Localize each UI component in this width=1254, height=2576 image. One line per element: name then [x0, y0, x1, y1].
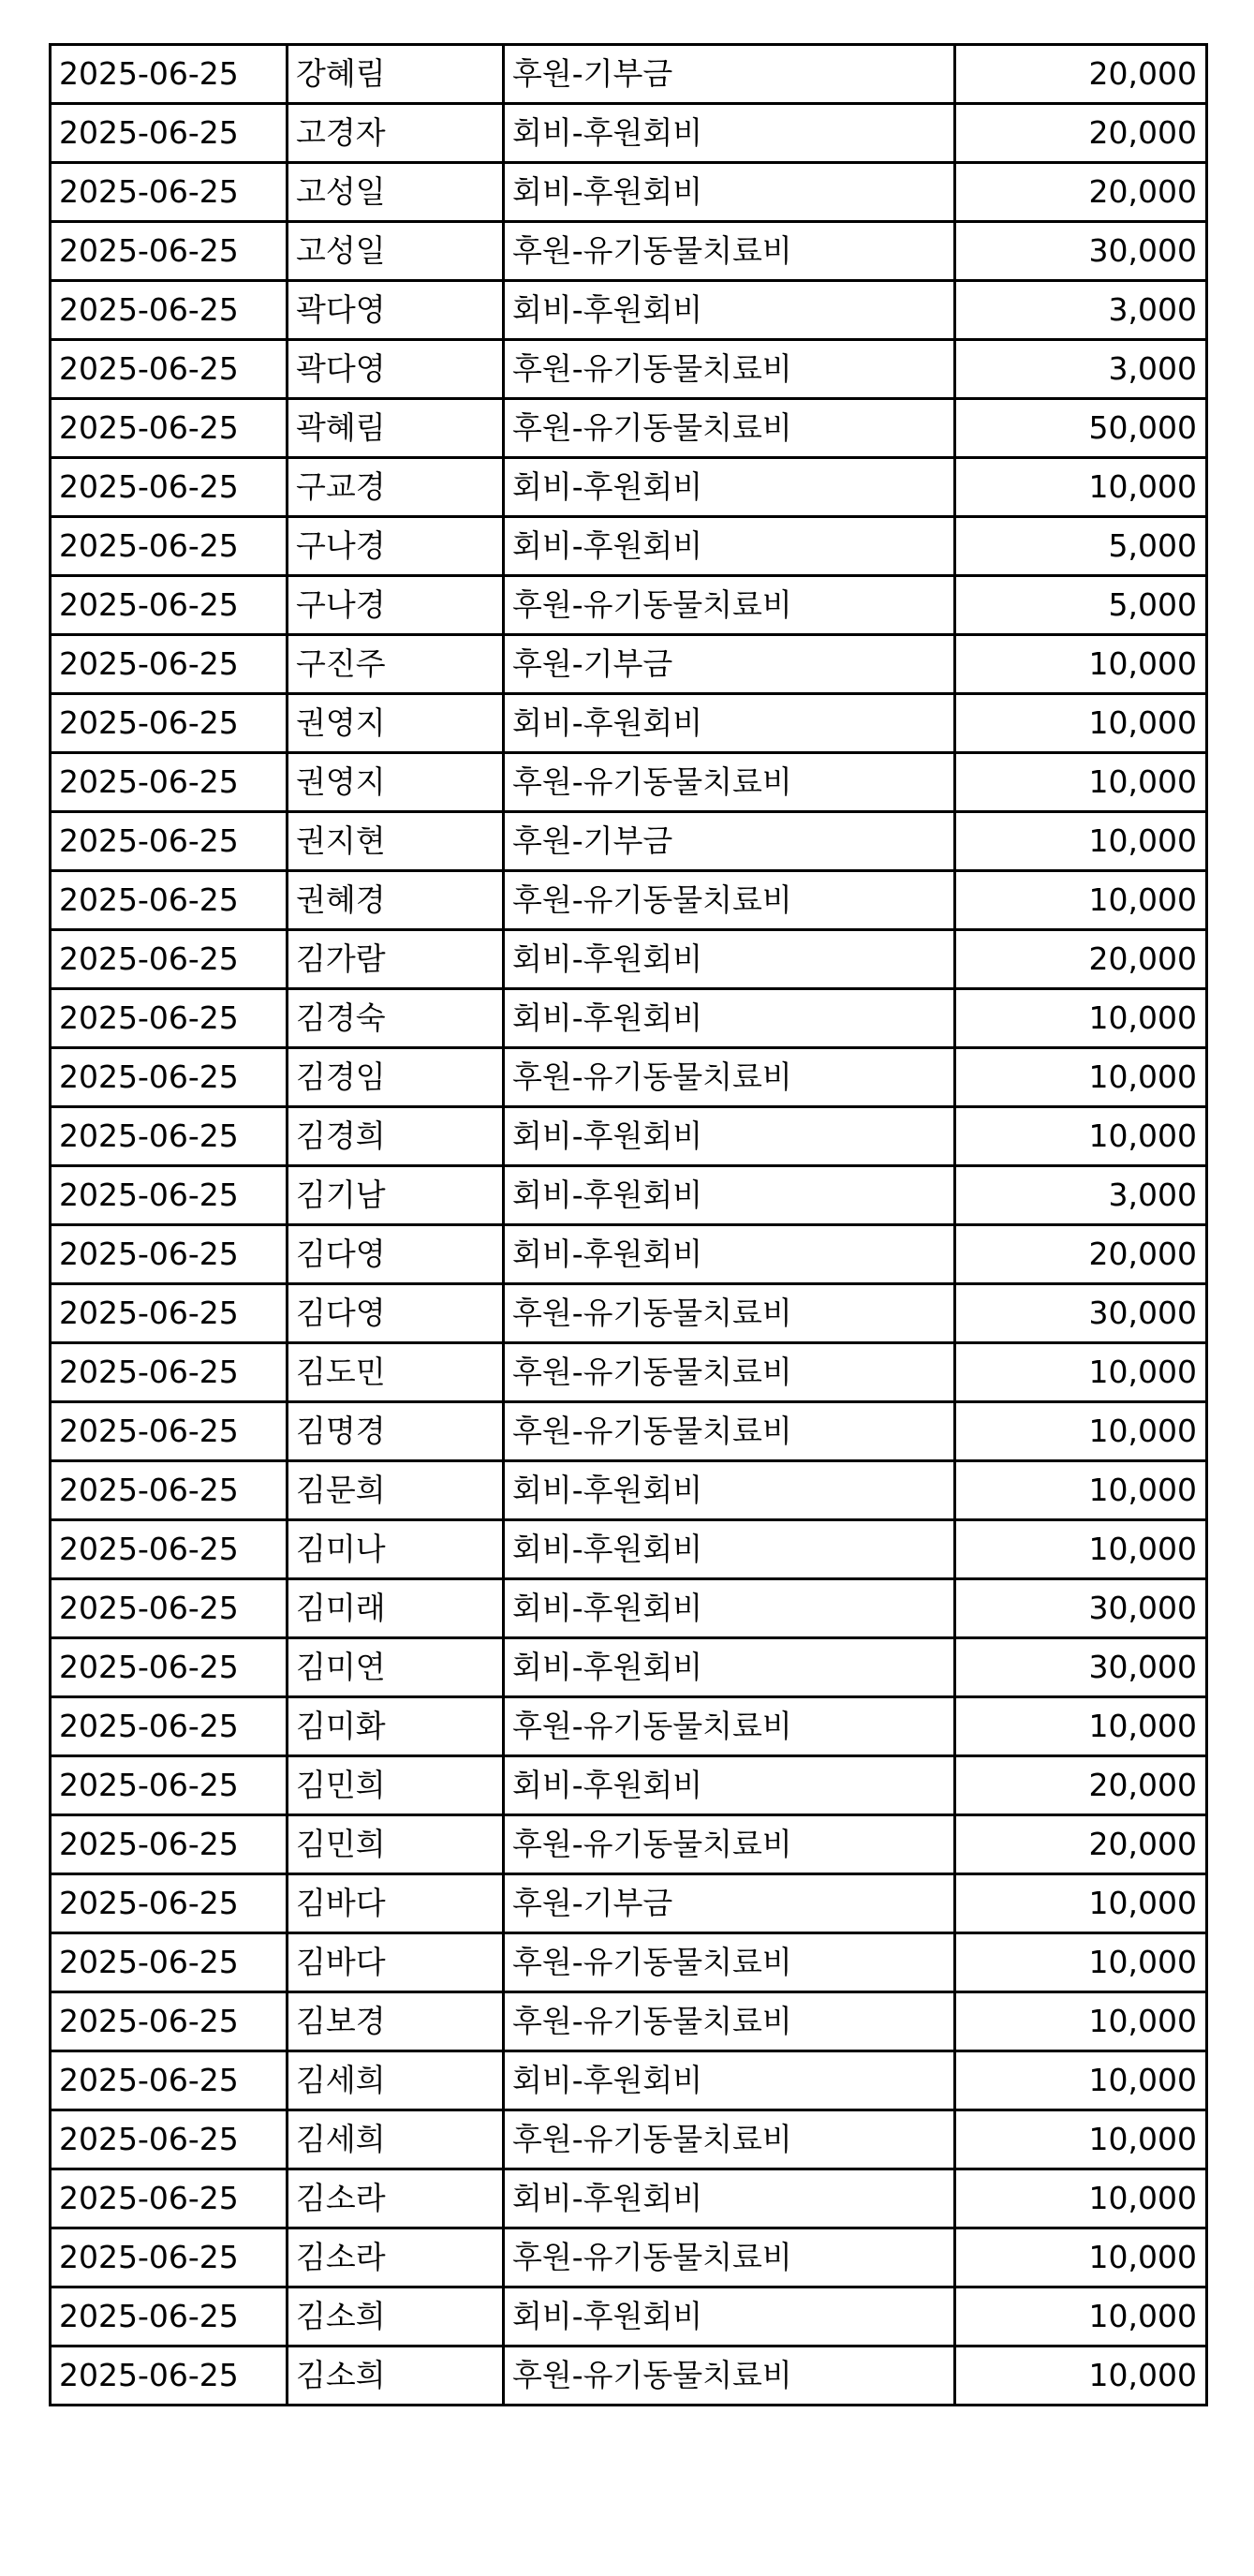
- table-row: [51, 2051, 1207, 2110]
- amount-cell: 20,000: [955, 1756, 1207, 1815]
- donor-name-cell: 김소라: [288, 2228, 504, 2287]
- table-row: [51, 1579, 1207, 1638]
- category-cell: 후원-기부금: [504, 812, 955, 871]
- table-row: [51, 517, 1207, 576]
- table-row: [51, 635, 1207, 694]
- date-cell: 2025-06-25: [51, 2228, 288, 2287]
- table-row: [51, 1638, 1207, 1697]
- date-cell: 2025-06-25: [51, 340, 288, 399]
- category-cell: 회비-후원회비: [504, 281, 955, 340]
- donor-name-cell: 김문희: [288, 1461, 504, 1520]
- donor-name-cell: 구나경: [288, 576, 504, 635]
- date-cell: 2025-06-25: [51, 1284, 288, 1343]
- table-row: [51, 1225, 1207, 1284]
- date-cell: 2025-06-25: [51, 2051, 288, 2110]
- table-row: [51, 1166, 1207, 1225]
- amount-cell: 50,000: [955, 399, 1207, 458]
- category-cell: 회비-후원회비: [504, 1579, 955, 1638]
- category-cell: 후원-유기동물치료비: [504, 1048, 955, 1107]
- amount-cell: 10,000: [955, 1107, 1207, 1166]
- donor-name-cell: 김보경: [288, 1992, 504, 2051]
- date-cell: 2025-06-25: [51, 281, 288, 340]
- donor-name-cell: 김소라: [288, 2169, 504, 2228]
- table-row: [51, 1284, 1207, 1343]
- table-row: [51, 45, 1207, 104]
- date-cell: 2025-06-25: [51, 1166, 288, 1225]
- date-cell: 2025-06-25: [51, 989, 288, 1048]
- amount-cell: 10,000: [955, 1048, 1207, 1107]
- category-cell: 회비-후원회비: [504, 1166, 955, 1225]
- donor-name-cell: 고경자: [288, 104, 504, 163]
- amount-cell: 10,000: [955, 989, 1207, 1048]
- date-cell: 2025-06-25: [51, 517, 288, 576]
- donor-name-cell: 김민희: [288, 1756, 504, 1815]
- amount-cell: 20,000: [955, 104, 1207, 163]
- donor-name-cell: 권혜경: [288, 871, 504, 930]
- donor-name-cell: 김소희: [288, 2287, 504, 2347]
- table-row: [51, 871, 1207, 930]
- table-row: [51, 2347, 1207, 2406]
- amount-cell: 10,000: [955, 1933, 1207, 1992]
- donor-name-cell: 김경숙: [288, 989, 504, 1048]
- table-row: [51, 694, 1207, 753]
- table-row: [51, 1933, 1207, 1992]
- amount-cell: 10,000: [955, 1461, 1207, 1520]
- date-cell: 2025-06-25: [51, 1107, 288, 1166]
- table-row: [51, 104, 1207, 163]
- table-row: [51, 222, 1207, 281]
- category-cell: 후원-유기동물치료비: [504, 340, 955, 399]
- category-cell: 회비-후원회비: [504, 2051, 955, 2110]
- donor-name-cell: 김세희: [288, 2110, 504, 2169]
- category-cell: 후원-기부금: [504, 1874, 955, 1933]
- amount-cell: 10,000: [955, 2051, 1207, 2110]
- table-row: [51, 340, 1207, 399]
- donor-name-cell: 강혜림: [288, 45, 504, 104]
- date-cell: 2025-06-25: [51, 1874, 288, 1933]
- date-cell: 2025-06-25: [51, 694, 288, 753]
- category-cell: 회비-후원회비: [504, 1225, 955, 1284]
- donor-name-cell: 김바다: [288, 1933, 504, 1992]
- table-row: [51, 1107, 1207, 1166]
- donor-name-cell: 권영지: [288, 694, 504, 753]
- amount-cell: 5,000: [955, 576, 1207, 635]
- donor-name-cell: 구진주: [288, 635, 504, 694]
- amount-cell: 10,000: [955, 694, 1207, 753]
- table-row: [51, 2110, 1207, 2169]
- category-cell: 후원-유기동물치료비: [504, 1284, 955, 1343]
- donor-name-cell: 김기남: [288, 1166, 504, 1225]
- table-row: [51, 2169, 1207, 2228]
- ledger-body: [51, 45, 1207, 2406]
- donor-name-cell: 김다영: [288, 1225, 504, 1284]
- table-row: [51, 930, 1207, 989]
- category-cell: 후원-유기동물치료비: [504, 1992, 955, 2051]
- amount-cell: 10,000: [955, 753, 1207, 812]
- amount-cell: 20,000: [955, 1815, 1207, 1874]
- donor-name-cell: 김소희: [288, 2347, 504, 2406]
- category-cell: 회비-후원회비: [504, 1638, 955, 1697]
- amount-cell: 10,000: [955, 458, 1207, 517]
- date-cell: 2025-06-25: [51, 163, 288, 222]
- amount-cell: 30,000: [955, 222, 1207, 281]
- amount-cell: 20,000: [955, 45, 1207, 104]
- date-cell: 2025-06-25: [51, 1579, 288, 1638]
- category-cell: 회비-후원회비: [504, 1520, 955, 1579]
- amount-cell: 10,000: [955, 2287, 1207, 2347]
- donor-name-cell: 김세희: [288, 2051, 504, 2110]
- table-row: [51, 1992, 1207, 2051]
- amount-cell: 30,000: [955, 1284, 1207, 1343]
- category-cell: 후원-유기동물치료비: [504, 2347, 955, 2406]
- category-cell: 후원-유기동물치료비: [504, 576, 955, 635]
- category-cell: 후원-기부금: [504, 45, 955, 104]
- amount-cell: 3,000: [955, 1166, 1207, 1225]
- date-cell: 2025-06-25: [51, 576, 288, 635]
- table-row: [51, 163, 1207, 222]
- table-row: [51, 281, 1207, 340]
- table-row: [51, 1520, 1207, 1579]
- date-cell: 2025-06-25: [51, 2287, 288, 2347]
- table-row: [51, 989, 1207, 1048]
- amount-cell: 10,000: [955, 2347, 1207, 2406]
- amount-cell: 10,000: [955, 812, 1207, 871]
- category-cell: 회비-후원회비: [504, 930, 955, 989]
- category-cell: 후원-유기동물치료비: [504, 1697, 955, 1756]
- category-cell: 후원-유기동물치료비: [504, 1402, 955, 1461]
- date-cell: 2025-06-25: [51, 1638, 288, 1697]
- donor-name-cell: 김경임: [288, 1048, 504, 1107]
- amount-cell: 10,000: [955, 1343, 1207, 1402]
- donor-name-cell: 김미화: [288, 1697, 504, 1756]
- donor-name-cell: 곽다영: [288, 340, 504, 399]
- table-row: [51, 1402, 1207, 1461]
- category-cell: 후원-유기동물치료비: [504, 399, 955, 458]
- amount-cell: 30,000: [955, 1579, 1207, 1638]
- amount-cell: 10,000: [955, 2110, 1207, 2169]
- category-cell: 회비-후원회비: [504, 2287, 955, 2347]
- category-cell: 회비-후원회비: [504, 694, 955, 753]
- category-cell: 회비-후원회비: [504, 1107, 955, 1166]
- category-cell: 회비-후원회비: [504, 104, 955, 163]
- category-cell: 회비-후원회비: [504, 517, 955, 576]
- amount-cell: 10,000: [955, 635, 1207, 694]
- category-cell: 회비-후원회비: [504, 1756, 955, 1815]
- amount-cell: 10,000: [955, 1402, 1207, 1461]
- date-cell: 2025-06-25: [51, 1520, 288, 1579]
- date-cell: 2025-06-25: [51, 812, 288, 871]
- donor-name-cell: 고성일: [288, 163, 504, 222]
- table-row: [51, 2228, 1207, 2287]
- date-cell: 2025-06-25: [51, 1343, 288, 1402]
- amount-cell: 30,000: [955, 1638, 1207, 1697]
- date-cell: 2025-06-25: [51, 1461, 288, 1520]
- date-cell: 2025-06-25: [51, 1402, 288, 1461]
- amount-cell: 20,000: [955, 1225, 1207, 1284]
- donor-name-cell: 김경희: [288, 1107, 504, 1166]
- amount-cell: 3,000: [955, 281, 1207, 340]
- donor-name-cell: 곽다영: [288, 281, 504, 340]
- amount-cell: 20,000: [955, 930, 1207, 989]
- date-cell: 2025-06-25: [51, 222, 288, 281]
- category-cell: 회비-후원회비: [504, 1461, 955, 1520]
- category-cell: 회비-후원회비: [504, 163, 955, 222]
- table-row: [51, 1697, 1207, 1756]
- table-row: [51, 812, 1207, 871]
- table-row: [51, 2287, 1207, 2347]
- date-cell: 2025-06-25: [51, 1048, 288, 1107]
- donor-name-cell: 김미래: [288, 1579, 504, 1638]
- donor-name-cell: 구나경: [288, 517, 504, 576]
- table-row: [51, 1874, 1207, 1933]
- category-cell: 회비-후원회비: [504, 458, 955, 517]
- donor-name-cell: 곽혜림: [288, 399, 504, 458]
- date-cell: 2025-06-25: [51, 1992, 288, 2051]
- table-row: [51, 1815, 1207, 1874]
- amount-cell: 5,000: [955, 517, 1207, 576]
- donor-name-cell: 권영지: [288, 753, 504, 812]
- donor-name-cell: 김도민: [288, 1343, 504, 1402]
- table-row: [51, 1048, 1207, 1107]
- table-row: [51, 399, 1207, 458]
- date-cell: 2025-06-25: [51, 1697, 288, 1756]
- date-cell: 2025-06-25: [51, 104, 288, 163]
- category-cell: 후원-유기동물치료비: [504, 2228, 955, 2287]
- table-row: [51, 1461, 1207, 1520]
- date-cell: 2025-06-25: [51, 930, 288, 989]
- donor-name-cell: 김민희: [288, 1815, 504, 1874]
- category-cell: 후원-유기동물치료비: [504, 1815, 955, 1874]
- date-cell: 2025-06-25: [51, 1756, 288, 1815]
- date-cell: 2025-06-25: [51, 635, 288, 694]
- date-cell: 2025-06-25: [51, 1933, 288, 1992]
- donor-name-cell: 김명경: [288, 1402, 504, 1461]
- amount-cell: 10,000: [955, 1520, 1207, 1579]
- donor-name-cell: 권지현: [288, 812, 504, 871]
- date-cell: 2025-06-25: [51, 1815, 288, 1874]
- date-cell: 2025-06-25: [51, 399, 288, 458]
- date-cell: 2025-06-25: [51, 45, 288, 104]
- category-cell: 회비-후원회비: [504, 989, 955, 1048]
- donor-name-cell: 김바다: [288, 1874, 504, 1933]
- amount-cell: 10,000: [955, 2169, 1207, 2228]
- amount-cell: 10,000: [955, 871, 1207, 930]
- category-cell: 후원-유기동물치료비: [504, 1343, 955, 1402]
- table-row: [51, 1343, 1207, 1402]
- date-cell: 2025-06-25: [51, 2347, 288, 2406]
- donor-name-cell: 김미나: [288, 1520, 504, 1579]
- amount-cell: 10,000: [955, 2228, 1207, 2287]
- donor-name-cell: 고성일: [288, 222, 504, 281]
- date-cell: 2025-06-25: [51, 1225, 288, 1284]
- table-row: [51, 458, 1207, 517]
- amount-cell: 10,000: [955, 1874, 1207, 1933]
- amount-cell: 10,000: [955, 1697, 1207, 1756]
- category-cell: 회비-후원회비: [504, 2169, 955, 2228]
- category-cell: 후원-유기동물치료비: [504, 2110, 955, 2169]
- date-cell: 2025-06-25: [51, 753, 288, 812]
- donor-name-cell: 김다영: [288, 1284, 504, 1343]
- amount-cell: 3,000: [955, 340, 1207, 399]
- category-cell: 후원-유기동물치료비: [504, 753, 955, 812]
- date-cell: 2025-06-25: [51, 458, 288, 517]
- donor-name-cell: 김가람: [288, 930, 504, 989]
- category-cell: 후원-유기동물치료비: [504, 871, 955, 930]
- category-cell: 후원-유기동물치료비: [504, 222, 955, 281]
- date-cell: 2025-06-25: [51, 2169, 288, 2228]
- amount-cell: 10,000: [955, 1992, 1207, 2051]
- amount-cell: 20,000: [955, 163, 1207, 222]
- donor-name-cell: 구교경: [288, 458, 504, 517]
- donation-ledger-table: [49, 43, 1208, 2406]
- table-row: [51, 1756, 1207, 1815]
- category-cell: 후원-유기동물치료비: [504, 1933, 955, 1992]
- table-row: [51, 753, 1207, 812]
- date-cell: 2025-06-25: [51, 2110, 288, 2169]
- donor-name-cell: 김미연: [288, 1638, 504, 1697]
- date-cell: 2025-06-25: [51, 871, 288, 930]
- table-row: [51, 576, 1207, 635]
- category-cell: 후원-기부금: [504, 635, 955, 694]
